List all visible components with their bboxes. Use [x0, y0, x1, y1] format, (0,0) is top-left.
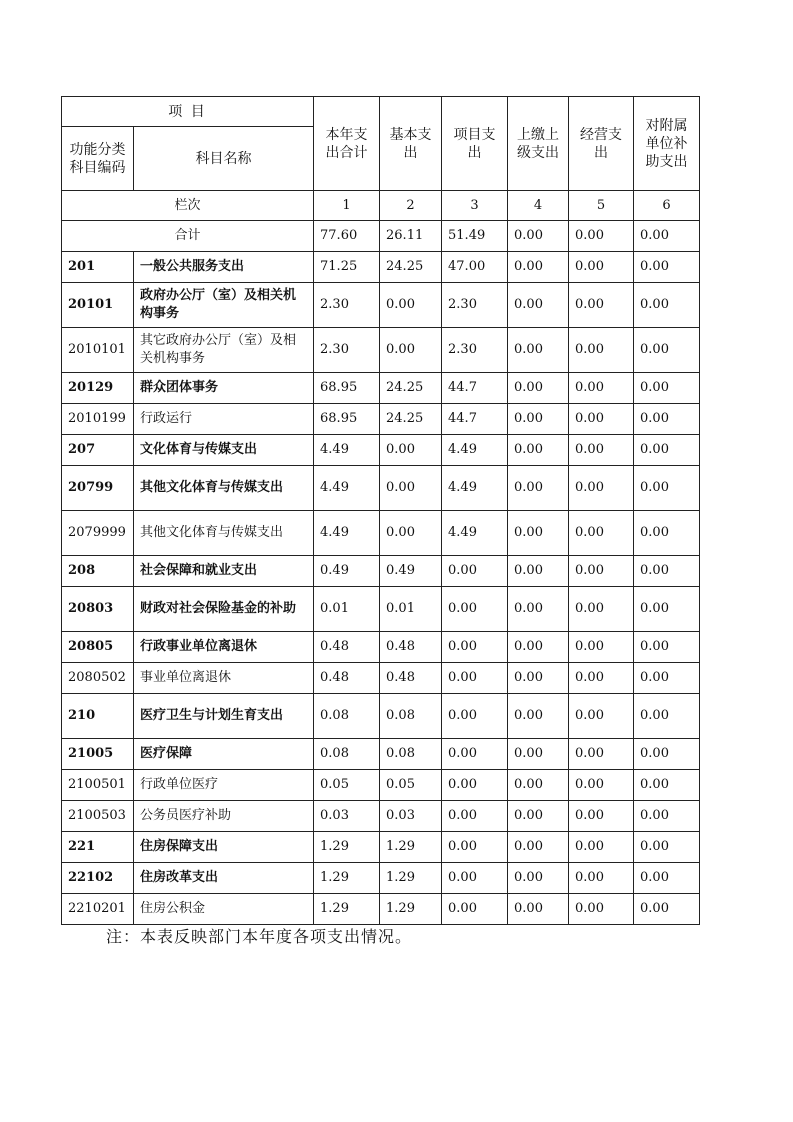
amount-cell: 0.00	[569, 770, 634, 801]
subject-code: 2100503	[62, 801, 134, 832]
subject-name: 文化体育与传媒支出	[134, 435, 314, 466]
amount-cell: 0.48	[314, 663, 380, 694]
subject-code: 2010101	[62, 328, 134, 373]
amount-cell: 0.01	[380, 587, 442, 632]
subject-code: 221	[62, 832, 134, 863]
amount-cell: 0.00	[569, 632, 634, 663]
amount-cell: 1.29	[380, 832, 442, 863]
table-row	[62, 404, 700, 435]
amount-cell: 0.00	[569, 328, 634, 373]
amount-cell: 0.00	[442, 556, 508, 587]
subject-code: 20799	[62, 466, 134, 511]
amount-cell: 0.48	[380, 663, 442, 694]
amount-cell: 0.00	[508, 511, 569, 556]
amount-cell: 0.00	[634, 373, 700, 404]
amount-cell: 0.49	[314, 556, 380, 587]
amount-cell: 0.00	[442, 894, 508, 925]
column-number-row	[62, 191, 700, 221]
subject-name: 财政对社会保险基金的补助	[134, 587, 314, 632]
table-row	[62, 894, 700, 925]
subject-name: 其他文化体育与传媒支出	[134, 466, 314, 511]
column-number: 2	[380, 191, 442, 221]
amount-cell: 4.49	[442, 466, 508, 511]
header-project-expenditure: 项目支出	[442, 97, 508, 191]
amount-cell: 0.08	[314, 739, 380, 770]
column-number: 4	[508, 191, 569, 221]
amount-cell: 0.00	[508, 663, 569, 694]
amount-cell: 0.00	[508, 466, 569, 511]
amount-cell: 0.00	[634, 466, 700, 511]
amount-cell: 0.00	[508, 283, 569, 328]
amount-cell: 0.49	[380, 556, 442, 587]
amount-cell: 1.29	[314, 894, 380, 925]
amount-cell: 0.48	[380, 632, 442, 663]
amount-cell: 0.00	[508, 739, 569, 770]
amount-cell: 1.29	[380, 894, 442, 925]
subject-name: 公务员医疗补助	[134, 801, 314, 832]
amount-cell: 0.00	[569, 832, 634, 863]
subject-code: 207	[62, 435, 134, 466]
total-value: 26.11	[380, 221, 442, 252]
amount-cell: 0.00	[508, 435, 569, 466]
amount-cell: 0.00	[380, 511, 442, 556]
amount-cell: 44.7	[442, 373, 508, 404]
amount-cell: 0.00	[569, 694, 634, 739]
header-project: 项 目	[62, 97, 314, 127]
amount-cell: 24.25	[380, 252, 442, 283]
amount-cell: 0.00	[508, 404, 569, 435]
amount-cell: 2.30	[442, 328, 508, 373]
amount-cell: 71.25	[314, 252, 380, 283]
amount-cell: 0.00	[634, 328, 700, 373]
subject-name: 群众团体事务	[134, 373, 314, 404]
subject-code: 22102	[62, 863, 134, 894]
amount-cell: 4.49	[314, 435, 380, 466]
amount-cell: 0.00	[508, 801, 569, 832]
amount-cell: 68.95	[314, 404, 380, 435]
subject-name: 医疗保障	[134, 739, 314, 770]
amount-cell: 2.30	[314, 328, 380, 373]
amount-cell: 0.00	[569, 801, 634, 832]
amount-cell: 0.00	[634, 632, 700, 663]
table-row	[62, 770, 700, 801]
subject-name: 行政运行	[134, 404, 314, 435]
amount-cell: 0.00	[380, 466, 442, 511]
amount-cell: 0.00	[508, 770, 569, 801]
column-number: 1	[314, 191, 380, 221]
amount-cell: 0.01	[314, 587, 380, 632]
amount-cell: 4.49	[442, 435, 508, 466]
amount-cell: 0.00	[569, 894, 634, 925]
total-label: 合计	[62, 221, 314, 252]
subject-code: 2080502	[62, 663, 134, 694]
amount-cell: 0.00	[634, 404, 700, 435]
amount-cell: 0.00	[508, 832, 569, 863]
amount-cell: 0.00	[508, 632, 569, 663]
amount-cell: 0.00	[442, 632, 508, 663]
total-value: 77.60	[314, 221, 380, 252]
subject-name: 社会保障和就业支出	[134, 556, 314, 587]
total-value: 0.00	[508, 221, 569, 252]
table-note: 注：本表反映部门本年度各项支出情况。	[106, 927, 413, 946]
subject-name: 行政事业单位离退休	[134, 632, 314, 663]
subject-code: 21005	[62, 739, 134, 770]
amount-cell: 0.00	[508, 556, 569, 587]
table-row	[62, 328, 700, 373]
amount-cell: 0.00	[634, 511, 700, 556]
total-value: 0.00	[634, 221, 700, 252]
amount-cell: 0.00	[569, 435, 634, 466]
table-row	[62, 373, 700, 404]
total-value: 0.00	[569, 221, 634, 252]
amount-cell: 0.00	[634, 252, 700, 283]
amount-cell: 0.00	[634, 663, 700, 694]
table-row	[62, 466, 700, 511]
amount-cell: 0.00	[634, 694, 700, 739]
amount-cell: 0.00	[508, 894, 569, 925]
subject-name: 医疗卫生与计划生育支出	[134, 694, 314, 739]
amount-cell: 0.00	[634, 801, 700, 832]
amount-cell: 0.00	[569, 373, 634, 404]
subject-name: 事业单位离退休	[134, 663, 314, 694]
subject-code: 20805	[62, 632, 134, 663]
total-row	[62, 221, 700, 252]
amount-cell: 0.00	[508, 328, 569, 373]
table-row	[62, 283, 700, 328]
amount-cell: 0.00	[634, 739, 700, 770]
amount-cell: 2.30	[314, 283, 380, 328]
amount-cell: 0.00	[508, 373, 569, 404]
subject-name: 一般公共服务支出	[134, 252, 314, 283]
amount-cell: 0.05	[380, 770, 442, 801]
subject-code: 201	[62, 252, 134, 283]
amount-cell: 0.48	[314, 632, 380, 663]
table-row	[62, 252, 700, 283]
amount-cell: 0.00	[634, 863, 700, 894]
expenditure-table	[61, 96, 700, 925]
amount-cell: 0.03	[314, 801, 380, 832]
table-row	[62, 587, 700, 632]
table-row	[62, 801, 700, 832]
amount-cell: 2.30	[442, 283, 508, 328]
amount-cell: 0.00	[569, 511, 634, 556]
subject-name: 住房改革支出	[134, 863, 314, 894]
amount-cell: 0.00	[442, 770, 508, 801]
amount-cell: 0.08	[380, 739, 442, 770]
subject-code: 208	[62, 556, 134, 587]
amount-cell: 44.7	[442, 404, 508, 435]
amount-cell: 0.00	[508, 863, 569, 894]
amount-cell: 0.00	[442, 832, 508, 863]
amount-cell: 0.03	[380, 801, 442, 832]
subject-code: 2079999	[62, 511, 134, 556]
amount-cell: 0.00	[380, 328, 442, 373]
subject-name: 住房公积金	[134, 894, 314, 925]
header-remit-expenditure: 上缴上级支出	[508, 97, 569, 191]
header-code: 功能分类科目编码	[62, 127, 134, 191]
column-number: 5	[569, 191, 634, 221]
amount-cell: 4.49	[314, 511, 380, 556]
amount-cell: 0.00	[442, 739, 508, 770]
amount-cell: 0.00	[569, 283, 634, 328]
amount-cell: 0.00	[634, 832, 700, 863]
amount-cell: 24.25	[380, 373, 442, 404]
amount-cell: 0.00	[569, 404, 634, 435]
amount-cell: 0.00	[569, 252, 634, 283]
header-business-expenditure: 经营支出	[569, 97, 634, 191]
amount-cell: 0.08	[380, 694, 442, 739]
amount-cell: 1.29	[314, 832, 380, 863]
amount-cell: 0.00	[569, 739, 634, 770]
amount-cell: 4.49	[314, 466, 380, 511]
subject-code: 20129	[62, 373, 134, 404]
table-row	[62, 632, 700, 663]
amount-cell: 0.00	[442, 801, 508, 832]
table-row	[62, 435, 700, 466]
amount-cell: 0.00	[380, 435, 442, 466]
column-number: 3	[442, 191, 508, 221]
amount-cell: 0.00	[442, 663, 508, 694]
table-row	[62, 739, 700, 770]
subject-code: 210	[62, 694, 134, 739]
subject-name: 政府办公厅（室）及相关机构事务	[134, 283, 314, 328]
amount-cell: 0.00	[569, 663, 634, 694]
amount-cell: 4.49	[442, 511, 508, 556]
amount-cell: 47.00	[442, 252, 508, 283]
amount-cell: 24.25	[380, 404, 442, 435]
amount-cell: 0.00	[634, 435, 700, 466]
subject-name: 其他文化体育与传媒支出	[134, 511, 314, 556]
header-total-expenditure: 本年支出合计	[314, 97, 380, 191]
subject-name: 其它政府办公厅（室）及相关机构事务	[134, 328, 314, 373]
amount-cell: 1.29	[314, 863, 380, 894]
amount-cell: 0.00	[569, 466, 634, 511]
table-row	[62, 694, 700, 739]
header-subsidy-expenditure: 对附属单位补助支出	[634, 97, 700, 191]
subject-name: 行政单位医疗	[134, 770, 314, 801]
table-row	[62, 511, 700, 556]
column-number: 6	[634, 191, 700, 221]
amount-cell: 0.05	[314, 770, 380, 801]
table-row	[62, 556, 700, 587]
subject-name: 住房保障支出	[134, 832, 314, 863]
amount-cell: 0.00	[442, 587, 508, 632]
amount-cell: 0.00	[569, 863, 634, 894]
table-row	[62, 863, 700, 894]
subject-code: 20101	[62, 283, 134, 328]
column-row-label: 栏次	[62, 191, 314, 221]
amount-cell: 1.29	[380, 863, 442, 894]
amount-cell: 0.00	[634, 894, 700, 925]
amount-cell: 0.00	[508, 252, 569, 283]
subject-code: 2100501	[62, 770, 134, 801]
amount-cell: 0.00	[634, 587, 700, 632]
subject-code: 2010199	[62, 404, 134, 435]
amount-cell: 0.00	[634, 283, 700, 328]
amount-cell: 0.00	[569, 556, 634, 587]
amount-cell: 0.00	[569, 587, 634, 632]
header-name: 科目名称	[134, 127, 314, 191]
amount-cell: 0.00	[442, 694, 508, 739]
amount-cell: 0.00	[380, 283, 442, 328]
amount-cell: 68.95	[314, 373, 380, 404]
table-row	[62, 832, 700, 863]
subject-code: 20803	[62, 587, 134, 632]
total-value: 51.49	[442, 221, 508, 252]
amount-cell: 0.00	[508, 587, 569, 632]
table-row	[62, 663, 700, 694]
amount-cell: 0.00	[442, 863, 508, 894]
amount-cell: 0.00	[634, 556, 700, 587]
header-basic-expenditure: 基本支出	[380, 97, 442, 191]
amount-cell: 0.08	[314, 694, 380, 739]
amount-cell: 0.00	[508, 694, 569, 739]
subject-code: 2210201	[62, 894, 134, 925]
amount-cell: 0.00	[634, 770, 700, 801]
